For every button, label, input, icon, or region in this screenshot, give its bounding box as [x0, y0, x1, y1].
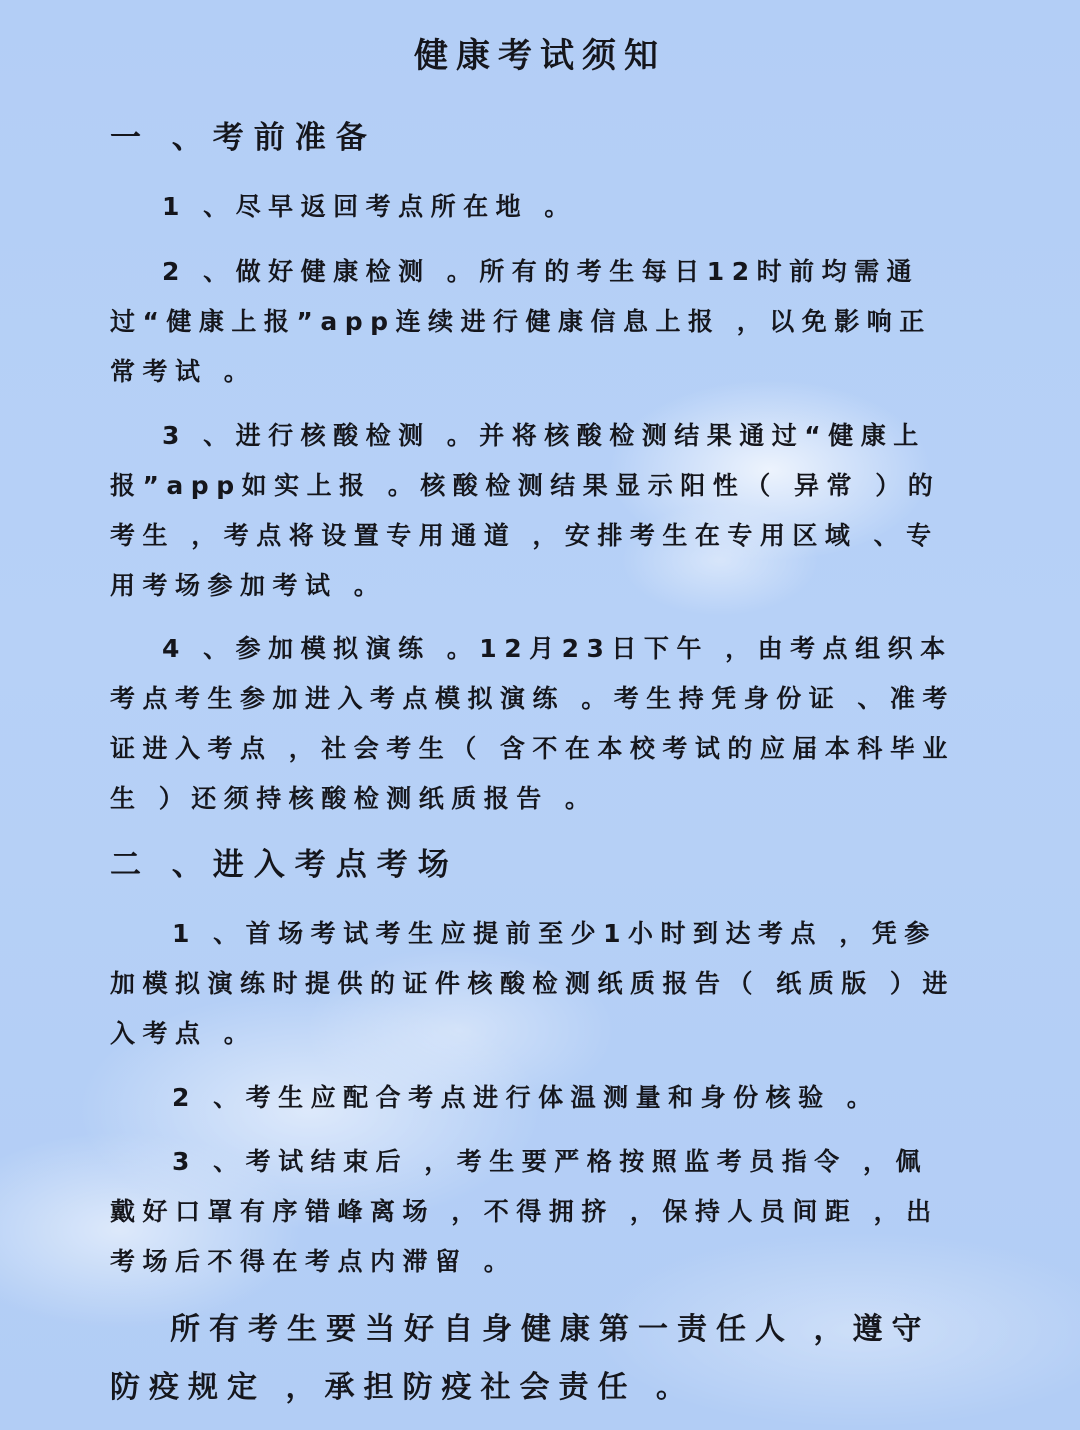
entry-item-3: 3 、考试结束后 ，考生要严格按照监考员指令 ，佩戴好口罩有序错峰离场 ，不得拥挤 ，保持人员间距 ，出考场后不得在考点内滞留 。	[110, 1147, 939, 1276]
section-heading-entry: 二 、进入考点考场	[110, 847, 459, 883]
closing-statement: 所有考生要当好自身健康第一责任人 ，遵守防疫规定 ，承担防疫社会责任 。	[110, 1312, 931, 1405]
prep-item-3: 3 、进行核酸检测 。并将核酸检测结果通过“健康上报”app如实上报 。核酸检测结果显示阳性（ 异常 ）的考生 ，考点将设置专用通道 ，安排考生在专用区域 、专用考场参加考试 。	[110, 421, 941, 600]
prep-item-2: 2 、做好健康检测 。所有的考生每日12时前均需通过“健康上报”app连续进行健康信息上报 ，以免影响正常考试 。	[110, 257, 932, 386]
entry-item-2: 2 、考生应配合考点进行体温测量和身份核验 。	[172, 1083, 880, 1112]
section-heading-preparation: 一 、考前准备	[110, 120, 377, 156]
prep-item-1: 1 、尽早返回考点所在地 。	[162, 192, 577, 221]
entry-item-1: 1 、首场考试考生应提前至少1小时到达考点 ，凭参加模拟演练时提供的证件核酸检测纸质报告（ 纸质版 ）进入考点 。	[110, 919, 955, 1048]
page-title: 健康考试须知	[414, 36, 666, 76]
prep-item-4: 4 、参加模拟演练 。12月23日下午 ，由考点组织本考点考生参加进入考点模拟演练 。考生持凭身份证 、准考证进入考点 ，社会考生（ 含不在本校考试的应届本科毕业生 ）还须持核酸检测纸质报告 。	[110, 634, 955, 813]
